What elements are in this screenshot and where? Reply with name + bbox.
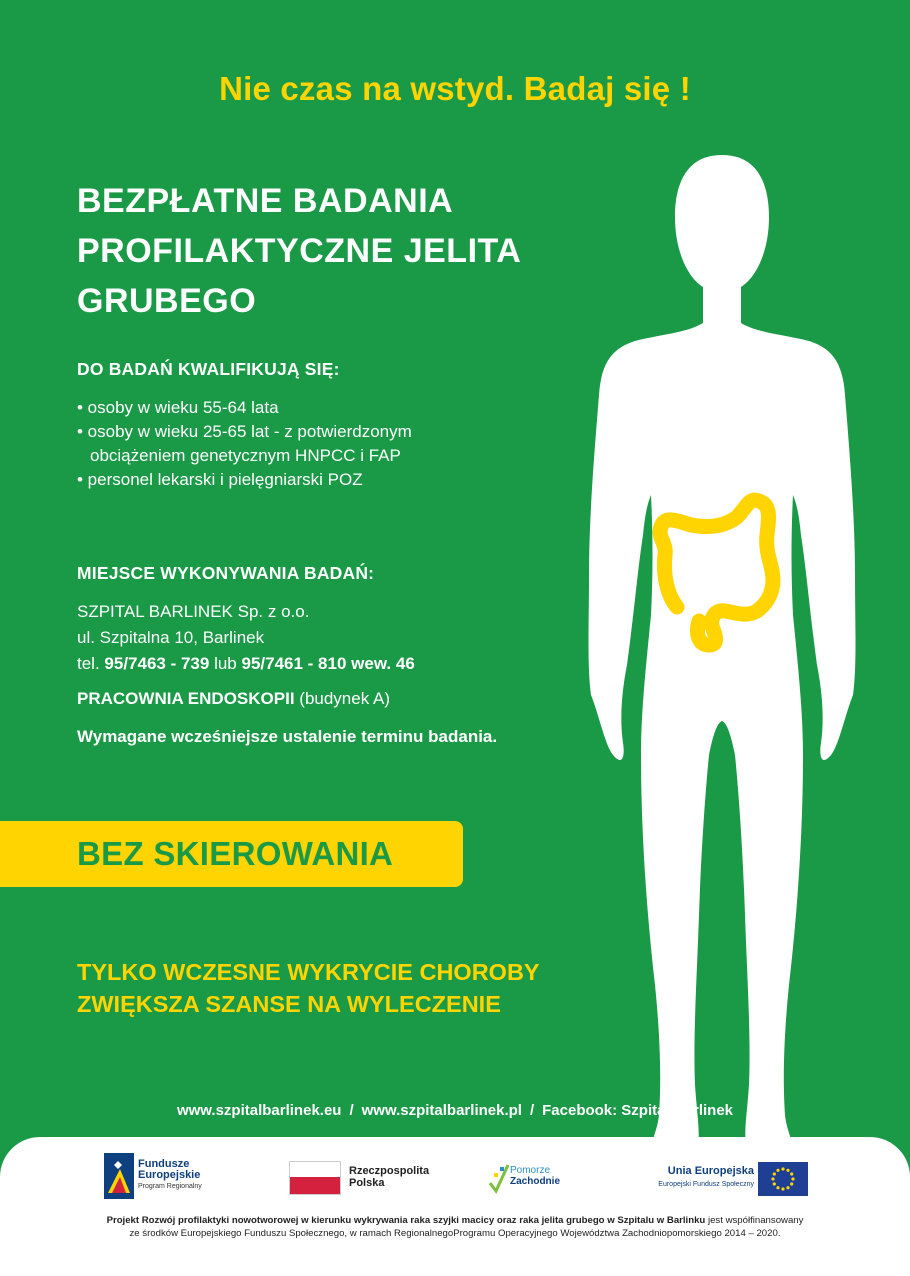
- phone-number-1[interactable]: 95/7463 - 739: [104, 654, 210, 673]
- hospital-address: ul. Szpitalna 10, Barlinek: [77, 628, 265, 647]
- phone-or: lub: [214, 654, 237, 673]
- footnote-text-2: ze środków Europejskiego Funduszu Społecznego, w ramach RegionalnegoProgramu Operacyjnego Województwa Zachodniopomorskiego 2014 – 2020.: [129, 1228, 781, 1239]
- website-link-eu[interactable]: www.szpitalbarlinek.eu: [176, 1102, 342, 1119]
- slogan: Nie czas na wstyd. Badaj się !: [219, 70, 691, 107]
- ue-text: [658, 1165, 754, 1191]
- fe-line-2: Europejskie: [138, 1169, 201, 1181]
- pz-line-2: Zachodnie: [510, 1176, 561, 1187]
- list-item: • osoby w wieku 55-64 lata: [77, 398, 279, 417]
- footnote-project-name: Projekt Rozwój profilaktyki nowotworowej w kierunku wykrywania raka szyjki macicy oraz raka jelita grubego w Szpitalu w Barlinku: [106, 1215, 706, 1226]
- unia-europejska-logo: [636, 1162, 808, 1198]
- hospital-name: SZPITAL BARLINEK Sp. z o.o.: [77, 602, 310, 621]
- list-item: • personel lekarski i pielęgniarski POZ: [77, 470, 363, 489]
- closing-line: TYLKO WCZESNE WYKRYCIE CHOROBY: [77, 959, 540, 985]
- pz-emblem-icon: [488, 1161, 510, 1195]
- fe-subtitle: Program Regionalny: [138, 1183, 202, 1190]
- polish-flag-icon: [289, 1161, 341, 1195]
- rp-text: [349, 1165, 429, 1189]
- phone-number-2[interactable]: 95/7461 - 810: [241, 654, 347, 673]
- closing-line: ZWIĘKSZA SZANSE NA WYLECZENIE: [77, 991, 501, 1017]
- rp-line-1: Rzeczpospolita: [349, 1165, 430, 1177]
- pomorze-zachodnie-logo: [488, 1161, 588, 1195]
- eu-flag-icon: [758, 1162, 808, 1196]
- footnote-text-1: jest współfinansowany: [707, 1215, 804, 1226]
- fe-line-1: Fundusze: [138, 1158, 190, 1170]
- funding-footer: [0, 1137, 910, 1276]
- pz-line-1: Pomorze: [510, 1165, 551, 1176]
- funding-footnote: [50, 1214, 860, 1240]
- phone-extension: wew. 46: [351, 654, 415, 673]
- eu-stars-icon: [758, 1162, 808, 1196]
- phone-line: [77, 651, 415, 677]
- link-separator: /: [529, 1102, 535, 1119]
- website-links: [0, 1102, 910, 1119]
- fe-text: [138, 1159, 202, 1192]
- ue-subtitle: Europejski Fundusz Społeczny: [658, 1181, 754, 1188]
- qualify-heading: DO BADAŃ KWALIFIKUJĄ SIĘ:: [77, 359, 340, 379]
- title-line: BEZPŁATNE BADANIA: [77, 182, 454, 220]
- website-link-pl[interactable]: www.szpitalbarlinek.pl: [361, 1102, 522, 1119]
- page-title: [77, 176, 597, 326]
- fundusze-europejskie-logo: [104, 1153, 244, 1199]
- phone-prefix: tel.: [77, 654, 100, 673]
- rp-line-2: Polska: [349, 1177, 385, 1189]
- no-referral-banner: [0, 821, 463, 887]
- banner-text: BEZ SKIEROWANIA: [77, 835, 394, 872]
- facebook-link[interactable]: Facebook: Szpital Barlinek: [542, 1102, 734, 1119]
- list-item: obciążeniem genetycznym HNPCC i FAP: [90, 446, 401, 465]
- title-line: GRUBEGO: [77, 282, 257, 320]
- department-note: (budynek A): [299, 689, 391, 708]
- body-silhouette-illustration: [587, 155, 857, 1160]
- closing-message: [77, 956, 540, 1020]
- qualify-list: [77, 396, 412, 492]
- department-name: PRACOWNIA ENDOSKOPII: [77, 689, 295, 708]
- pz-text: [510, 1165, 560, 1187]
- place-heading: MIEJSCE WYKONYWANIA BADAŃ:: [77, 563, 375, 583]
- place-details: [77, 599, 415, 677]
- appointment-note: Wymagane wcześniejsze ustalenie terminu badania.: [77, 727, 498, 746]
- department-line: [77, 689, 390, 709]
- title-line: PROFILAKTYCZNE JELITA: [77, 232, 522, 270]
- link-separator: /: [349, 1102, 354, 1119]
- fe-emblem-icon: [104, 1153, 134, 1199]
- rzeczpospolita-polska-logo: [289, 1161, 469, 1195]
- ue-line-1: Unia Europejska: [667, 1165, 754, 1177]
- list-item: • osoby w wieku 25-65 lat - z potwierdzonym: [77, 422, 412, 441]
